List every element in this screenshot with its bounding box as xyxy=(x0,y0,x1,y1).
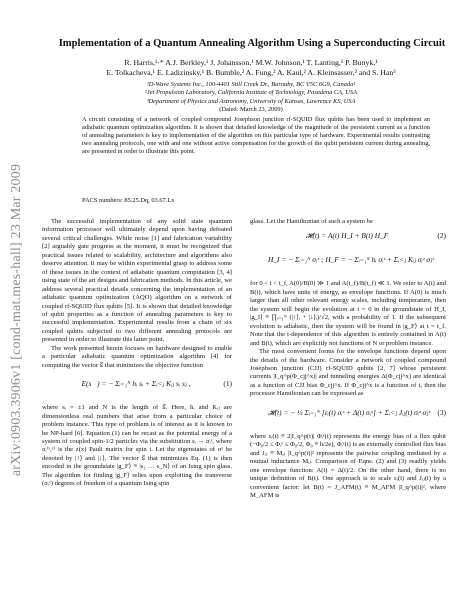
affiliation-list xyxy=(52,81,450,115)
paragraph: where εᵢ(t) ≡ 2|I_q^p(t)| Φᵢˣ(t) represents the energy bias of a flux qubit (−Φ₀/2 ≤ Φᵢˣ ≤ Φ₀/2, Φ₀ ≡ h/2e), Φᵢˣ(t) is an externally controlled flux bias and Jᵢⱼ ≡ Mᵢⱼ |I_q^p(t)|² represents the pairwise coupling mediated by a mutual inductance Mᵢⱼ. Comparison of Eqns. (2) and (3) readily yields one envelope function: A(t) = Δ(t)/2. On the other hand, there is no unique definition of B(t). One approach is to scale εᵢ(t) and Jᵢⱼ(t) by a convenient factor: let B(t) = J_AFM(t) ≡ M_AFM |I_q^p(t)|², where M_AFM is xyxy=(250,432,446,499)
dated-line: (Dated: March 23, 2009) xyxy=(219,106,283,114)
equation-1 xyxy=(42,376,232,398)
affiliation: ²Jet Propulsion Laboratory, California Institute of Technology, Pasadena CA, USA xyxy=(145,89,357,97)
paper-title: Implementation of a Quantum Annealing Algorithm Using a Superconducting Circuit xyxy=(58,38,446,49)
paragraph: for 0 < t < t_f, A(0)/B(0) ≫ 1 and A(t_f)/B(t_f) ≪ 1. We refer to A(t) and B(t), which have units of energy, as envelope functions. If A(0) is much larger than all other relevant energy scales, including temperature, then the system will begin the evolution at t = 0 in the groundstate of H_I, |g_I⟩ ≡ ∏ᵢ₌₁ᴺ (|↑⟩ᵢ + |↓⟩ᵢ)/√2, with a probability of 1. If the subsequent evolution is adiabatic, then the system will be found in |g_F⟩ at t = t_f. Note that the t-dependence of this algorithm is entirely contained in A(t) and B(t), which are explicitly not functions of N or problem instance. xyxy=(250,280,446,347)
paragraph: where sᵢ = ±1 and N is the length of s⃗. Here, hᵢ and Kᵢⱼ are dimensionless real numbers that arise from a particular choice of problem instance. This type of problem is of interest as it is known to be NP-hard [6]. Equation (1) can be recast as the potential energy of a system of coupled spin-1/2 particles via the substitution sᵢ → σᵢᶻ, where σᵢ⁽ˣ,ᶻ⁾ is the z(x) Pauli matrix for spin i. Let the eigenstates of σᶻ be denoted by |↑⟩ and |↓⟩. The vector s⃗ that minimizes Eq. (1) is then encoded in the groundstate |g_F⟩ ≡ |s₁ … s_N⟩ of an Ising spin glass. The algorithm for finding |g_F⟩ relies upon exploiting the transverse (σᵢˣ) degrees of freedom of a quantum Ising spin xyxy=(42,404,232,488)
equation-2b xyxy=(250,252,446,274)
arxiv-id: arXiv:0903.3906v1 [cond-mat.mes-hall] 23 Mar 2009 xyxy=(9,163,24,477)
paragraph: The successful implementation of any solid state quantum information processor will ultimately depend upon having defeated several critical challenges. While noise [1] and fabrication variability [2] arguably gate progress at the moment, it must be recognized that practical issues related to scalability, architecture and algorithms also deserve attention. It may be within experimental grasp to address some of these issues in the context of adiabatic quantum computation [3, 4] using state of the art designs and fabrication methods. In this article, we address several practical details concerning the implementation of an adiabatic quantum optimization (AQO) algorithm on a network of coupled rf-SQUID flux qubits [5]. It is shown that detailed knowledge of qubit properties as a function of annealing parameters is key to successful implementation. Experimental results from a chain of six coupled qubits subjected to two different annealing protocols are presented in order to illustrate this latter point. xyxy=(42,218,232,344)
paragraph: The most convenient forms for the envelope functions depend upon the details of the hardware. Consider a network of coupled compound Josephson junction (CJJ) rf-SQUID qubits [2, 7] whose persistent currents |I_q^p(Φ_cjj^x)| and tunneling energies Δ(Φ_cjj^x) are identical as a function of CJJ bias Φ_cjj^x. If Φ_cjj^x is a function of t, then the processor Hamiltonian can be expressed as xyxy=(250,348,446,398)
pacs-numbers: PACS numbers: 85.25.Dq, 03.67.Lx xyxy=(82,197,175,204)
author-line: E. Tolkacheva,¹ E. Ladizinsky,¹ B. Bumble,² A. Fung,² A. Kaul,² A. Kleinsasser,² and S. Han³ xyxy=(106,68,396,78)
right-column xyxy=(250,218,446,500)
equation-2 xyxy=(250,232,446,246)
equation-body: H_I = − Σᵢ₌₁ᴺ σᵢˣ ; H_F = − Σᵢ₌₁ᴺ hᵢ σᵢᶻ + Σᵢ<ⱼ Kᵢⱼ σᵢᶻ σⱼᶻ xyxy=(268,255,434,265)
paragraph: glass. Let the Hamiltonian of such a system be xyxy=(250,218,373,225)
abstract: A circuit consisting of a network of coupled compound Josephson junction rf-SQUID flux qubits has been used to implement an adiabatic quantum optimization algorithm. It is shown that detailed knowledge of the magnitude of the persistent current as a function of annealing parameters is key to implementation of the algorithm on this particular type of hardware. Experimental results contrasting two annealing protocols, one with and one without active compensation for the growth of the qubit persistent current during annealing, are presented in order to illustrate this point. xyxy=(82,116,430,156)
author-line: R. Harris,¹·* A.J. Berkley,¹ J. Johansson,¹ M.W. Johnson,¹ T. Lanting,¹ P. Bunyk,¹ xyxy=(124,58,378,67)
equation-body: E(s⃗) = − Σᵢ₌₁ᴺ hᵢ sᵢ + Σᵢ<ⱼ Kᵢⱼ sᵢ sⱼ , xyxy=(81,379,191,389)
equation-body: 𝓗(t) = A(t) H_I + B(t) H_F xyxy=(305,231,389,241)
affiliation: ¹D-Wave Systems Inc., 100-4401 Still Creek Dr., Burnaby, BC V5C 6G9, Canada¹ xyxy=(146,81,356,88)
equation-body: 𝓗(t) = − ½ Σᵢ₌₁ᴺ [εᵢ(t) σᵢᶻ + Δ(t) σᵢˣ] + Σᵢ<ⱼ Jᵢⱼ(t) σᵢᶻ σⱼᶻ xyxy=(268,407,430,417)
equation-3 xyxy=(250,405,446,427)
paragraph: The work presented herein focuses on hardware designed to enable a particular adiabatic quantum optimization algorithm [4] for computing the vector s⃗ that minimizes the objective function xyxy=(42,344,232,369)
left-column xyxy=(42,218,232,489)
author-list xyxy=(52,58,450,79)
equation-number: (3) xyxy=(437,407,446,417)
equation-number: (2) xyxy=(437,231,446,241)
equation-number: (1) xyxy=(223,379,232,389)
arxiv-stamp xyxy=(6,110,28,530)
affiliation: ³Department of Physics and Astronomy, University of Kansas, Lawrence KS, USA xyxy=(146,97,356,105)
